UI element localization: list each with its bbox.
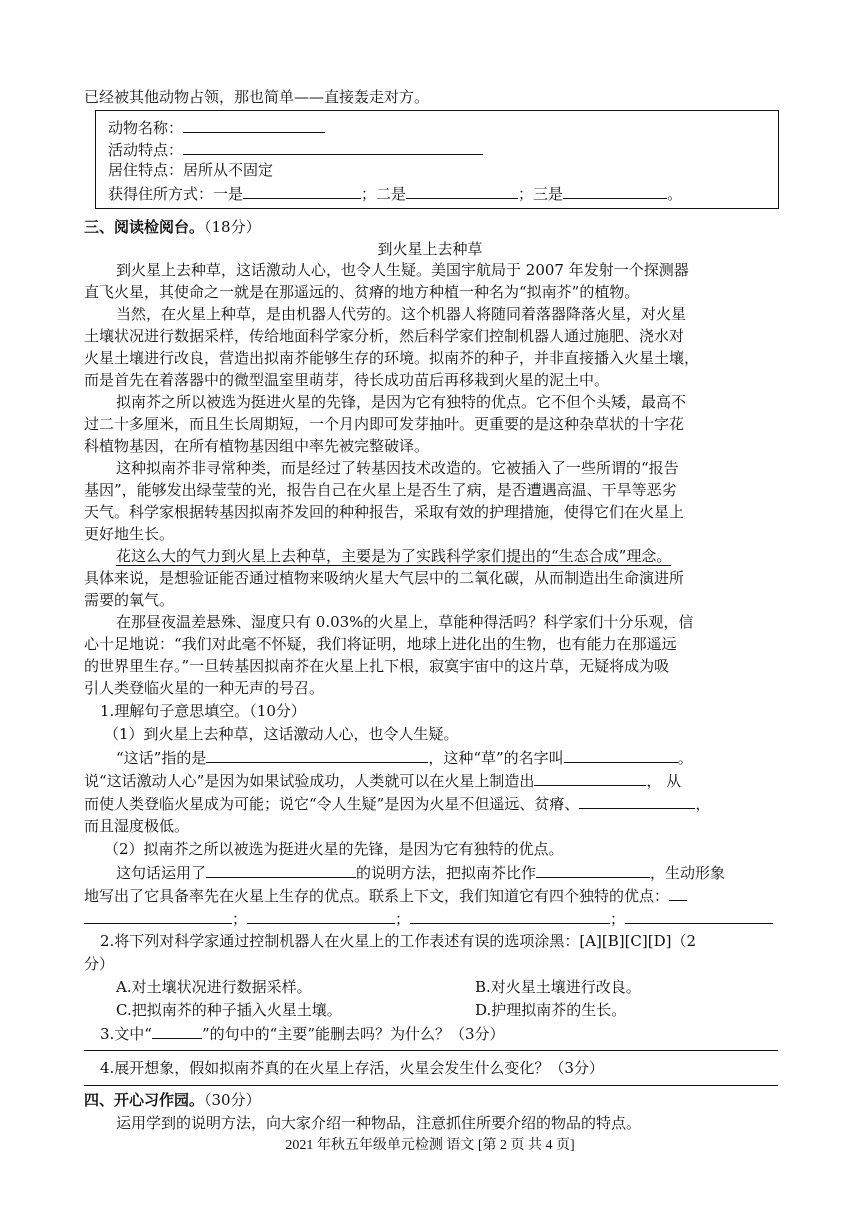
q1-blank-method[interactable] <box>206 861 356 878</box>
q1-sep: ； <box>610 910 626 928</box>
q1-sub1: （1）到火星上去种草，这话激动人心，也令人生疑。 <box>104 725 459 743</box>
q1-text: 。 <box>677 749 693 767</box>
q1-blank-create[interactable] <box>534 769 646 786</box>
passage-line: 基因”，能够发出绿莹莹的光，报告自己在火星上是否生了病，是否遭遇高温、干旱等恶劣 <box>84 481 677 499</box>
q1-text: ，生动形象 <box>650 864 726 882</box>
passage-line: 需要的氧气。 <box>84 591 175 609</box>
q1-blank-merit-start[interactable] <box>669 884 687 901</box>
underlined-text: 花这么大的气力到火星上去种草，主要是为了实践科学家们提出的“生态合成”理念。 <box>116 547 672 565</box>
q3-text: ”的句中的“主要”能删去吗？为什么？（3分） <box>201 1025 505 1043</box>
passage-line: 这种拟南芥非寻常种类，而是经过了转基因技术改造的。它被插入了一些所谓的“报告 <box>116 459 679 477</box>
passage-line: 拟南芥之所以被选为挺进火星的先锋，是因为它有独特的优点。它不但个头矮，最高不 <box>116 393 687 411</box>
passage-line: 在那昼夜温差悬殊、湿度只有 0.03%的火星上，草能种得活吗？科学家们十分乐观，信 <box>116 613 694 631</box>
q1-line7 <box>84 907 784 930</box>
section-4-title: 四、开心习作园。 <box>84 1091 205 1109</box>
q1-line4: 而且湿度极低。 <box>84 817 190 835</box>
q1-blank-doubt[interactable] <box>579 792 695 809</box>
q4-line: 4.展开想象，假如拟南芥真的在火星上存活，火星会发生什么变化？（3分） <box>100 1059 604 1077</box>
q3-text: 3.文中“ <box>100 1025 152 1043</box>
q1-text: “这话”指的是 <box>116 749 207 767</box>
section-3-heading <box>84 216 784 238</box>
q1-blank-merit-3[interactable] <box>410 907 610 924</box>
passage-line: 土壤状况进行数据采样，传给地面科学家分析，然后科学家们控制机器人通过施肥、浇水对 <box>84 327 685 345</box>
q1-blank-compare[interactable] <box>536 861 650 878</box>
living-row <box>108 160 273 180</box>
q1-line3 <box>84 792 784 815</box>
q1-blank-this-talk[interactable] <box>206 746 428 763</box>
activity-row <box>108 138 483 160</box>
q1-text: 而使人类登临火星成为可能；说它“令人生疑”是因为火星不但遥远、贫瘠、 <box>84 795 580 813</box>
q2-option-b[interactable]: B.对火星土壤进行改良。 <box>475 978 641 996</box>
passage-line: 火星土壤进行改良，营造出拟南芥能够生存的环境。拟南芥的种子，并非直接播入火星土壤， <box>84 349 700 367</box>
passage-line: 引人类登临火星的一种无声的号召。 <box>84 679 325 697</box>
passage-line: 而是首先在着落器中的微型温室里萌芽，待长成功苗后再移栽到火星的泥土中。 <box>84 371 610 389</box>
q1-sub2: （2）拟南芥之所以被选为挺进火星的先锋，是因为它有独特的优点。 <box>104 840 564 858</box>
passage-line: 到火星上去种草，这话激动人心，也令人生疑。美国宇航局于 2007 年发射一个探测器 <box>116 261 689 279</box>
way2-blank[interactable] <box>406 182 518 199</box>
q2-heading: 2.将下列对科学家通过控制机器人在火星上的工作表述有误的选项涂黑：[A][B][C][D]（2 <box>100 932 697 950</box>
animal-info-box <box>95 110 779 209</box>
section-4-points: （30分） <box>204 1091 261 1109</box>
q2-heading-cont: 分） <box>84 955 115 973</box>
page-footer: 2021 年秋五年级单元检测 语文 [第 2 页 共 4 页] <box>285 1138 575 1153</box>
passage-line: 更好地生长。 <box>84 525 175 543</box>
q1-blank-merit-4[interactable] <box>625 907 773 924</box>
passage-line: 的世界里生存。”一旦转基因拟南芥在火星上扎下根，寂寞宇宙中的这片草，无疑将成为吸 <box>84 657 670 675</box>
q3-answer-line[interactable] <box>84 1050 778 1051</box>
q1-text: 说“这话激动人心”是因为如果试验成功，人类就可以在火星上制造出 <box>84 772 535 790</box>
ways-row <box>108 182 682 204</box>
q1-text: 地写出了它具备率先在火星上生存的优点。联系上下文，我们知道它有四个独特的优点： <box>84 887 670 905</box>
q1-text: ，这种“草”的名字叫 <box>428 749 564 767</box>
q1-text: ， 从 <box>646 772 682 790</box>
passage-line: 过二十多厘米，而且生长周期短，一个月内即可发芽抽叶。更重要的是这种杂草状的十字花 <box>84 415 685 433</box>
q1-line5 <box>116 861 784 884</box>
q2-option-a[interactable]: A.对土壤状况进行数据采样。 <box>116 978 312 996</box>
section-4-prompt: 运用学到的说明方法，向大家介绍一种物品，注意抓住所要介绍的物品的特点。 <box>116 1114 642 1132</box>
q4-answer-line[interactable] <box>84 1085 778 1086</box>
passage-line: 天气。科学家根据转基因拟南芥发回的种种报告，采取有效的护理措施，使得它们在火星上 <box>84 503 685 521</box>
animal-name-row <box>108 116 325 138</box>
way2-label: ；二是 <box>361 185 407 203</box>
q1-sep: ； <box>395 910 411 928</box>
q2-option-d[interactable]: D.护理拟南芥的生长。 <box>475 1001 627 1019</box>
animal-name-label: 动物名称： <box>108 119 184 137</box>
activity-blank[interactable] <box>183 138 483 155</box>
q3-line <box>100 1022 800 1045</box>
passage-line: 具体来说，是想验证能否通过植物来吸纳火星大气层中的二氧化碳，从而制造出生命演进所 <box>84 569 685 587</box>
q1-blank-grass-name[interactable] <box>564 746 678 763</box>
way3-label: ；三是 <box>518 185 564 203</box>
q1-sep: ； <box>232 910 248 928</box>
way1-blank[interactable] <box>243 182 361 199</box>
ways-end: 。 <box>667 185 683 203</box>
living-label: 居住特点： <box>108 161 184 179</box>
section-3-title: 三、阅读检阅台。 <box>84 218 205 236</box>
q1-blank-merit-2[interactable] <box>247 907 395 924</box>
passage-line: 直飞火星，其使命之一就是在那遥远的、贫瘠的地方种植一种名为“拟南芥”的植物。 <box>84 283 640 301</box>
q1-text: ， <box>695 795 711 813</box>
passage-line: 科植物基因，在所有植物基因组中率先被完整破译。 <box>84 437 430 455</box>
q2-option-c[interactable]: C.把拟南芥的种子插入火星土壤。 <box>116 1001 342 1019</box>
carryover-line: 已经被其他动物占领，那也简单——直接轰走对方。 <box>84 88 430 106</box>
underlined-sentence <box>116 545 784 567</box>
animal-name-blank[interactable] <box>183 116 325 133</box>
section-3-points: （18分） <box>204 218 261 236</box>
passage-title: 到火星上去种草 <box>377 240 483 258</box>
section-4-heading <box>84 1089 784 1111</box>
q1-text: 这句话运用了 <box>116 864 207 882</box>
way3-blank[interactable] <box>563 182 667 199</box>
q1-line2 <box>84 769 784 792</box>
q1-line1 <box>116 746 784 769</box>
q1-text: 的说明方法，把拟南芥比作 <box>356 864 537 882</box>
passage-line: 心十足地说：“我们对此毫不怀疑，我们将证明，地球上进化出的生物，也有能力在那遥远 <box>84 635 677 653</box>
ways-label: 获得住所方式： <box>108 185 214 203</box>
passage-line: 当然，在火星上种草，是由机器人代劳的。这个机器人将随同着落器降落火星，对火星 <box>116 305 687 323</box>
q3-blank[interactable] <box>152 1022 202 1039</box>
activity-label: 活动特点： <box>108 141 184 159</box>
q1-heading: 1.理解句子意思填空。（10分） <box>100 702 306 720</box>
q1-blank-merit-1[interactable] <box>84 907 232 924</box>
way1-label: 一是 <box>213 185 244 203</box>
q1-line6 <box>84 884 784 907</box>
living-value: 居所从不固定 <box>183 161 274 179</box>
